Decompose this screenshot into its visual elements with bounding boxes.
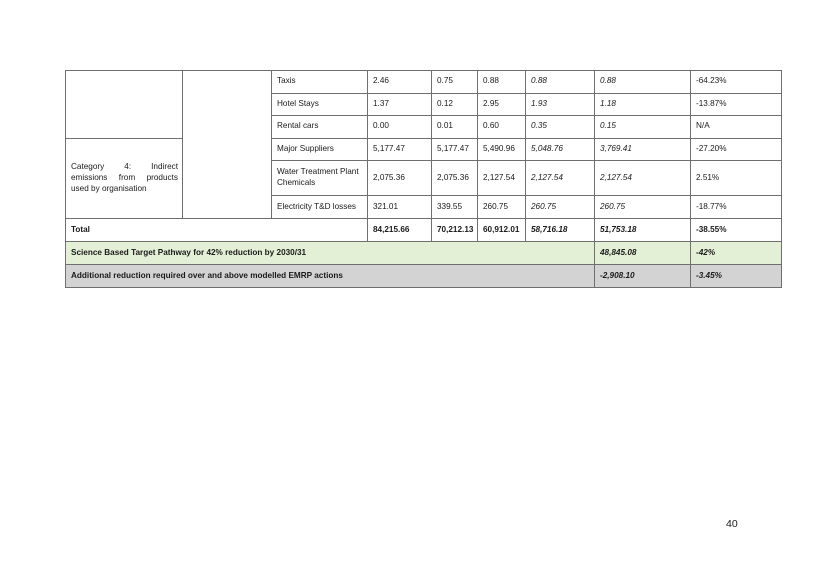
change-cell: -13.87% [691,93,782,116]
additional-label: Additional reduction required over and above modelled EMRP actions [66,265,595,288]
category-label-cell: Category 4: Indirect emissions from products used by organisation [66,138,183,219]
item-cell: Electricity T&D losses [272,196,368,219]
value-cell: 2.46 [368,71,432,94]
total-value: 70,212.13 [432,219,478,242]
total-row [66,219,782,242]
change-cell: -18.77% [691,196,782,219]
total-value: 60,912.01 [478,219,526,242]
table-row [66,71,782,94]
sbt-change: -42% [691,242,782,265]
change-cell: -27.20% [691,138,782,161]
total-value: 58,716.18 [526,219,595,242]
item-cell: Taxis [272,71,368,94]
page-number: 40 [726,518,738,530]
value-cell: 0.60 [478,116,526,139]
total-value: 84,215.66 [368,219,432,242]
value-cell: 5,048.76 [526,138,595,161]
additional-change: -3.45% [691,265,782,288]
total-value: 51,753.18 [595,219,691,242]
value-cell: 5,490.96 [478,138,526,161]
additional-value: -2,908.10 [595,265,691,288]
value-cell: 0.88 [595,71,691,94]
blank-scope-cell [183,71,272,219]
value-cell: 2.95 [478,93,526,116]
additional-reduction-row [66,265,782,288]
value-cell: 1.18 [595,93,691,116]
item-cell: Major Suppliers [272,138,368,161]
value-cell: 0.01 [432,116,478,139]
item-cell: Rental cars [272,116,368,139]
value-cell: 339.55 [432,196,478,219]
blank-category-cell [66,71,183,139]
sbt-label: Science Based Target Pathway for 42% reduction by 2030/31 [66,242,595,265]
value-cell: 2,075.36 [368,161,432,196]
value-cell: 260.75 [478,196,526,219]
value-cell: 0.35 [526,116,595,139]
total-change: -38.55% [691,219,782,242]
value-cell: 321.01 [368,196,432,219]
change-cell: -64.23% [691,71,782,94]
change-cell: 2.51% [691,161,782,196]
change-cell: N/A [691,116,782,139]
sbt-row [66,242,782,265]
value-cell: 0.88 [478,71,526,94]
value-cell: 3,769.41 [595,138,691,161]
value-cell: 2,127.54 [478,161,526,196]
value-cell: 0.12 [432,93,478,116]
value-cell: 260.75 [595,196,691,219]
item-cell: Hotel Stays [272,93,368,116]
value-cell: 2,127.54 [595,161,691,196]
value-cell: 2,075.36 [432,161,478,196]
table-row [66,138,782,161]
value-cell: 0.00 [368,116,432,139]
total-label: Total [66,219,368,242]
value-cell: 0.15 [595,116,691,139]
value-cell: 2,127.54 [526,161,595,196]
value-cell: 260.75 [526,196,595,219]
value-cell: 0.75 [432,71,478,94]
value-cell: 0.88 [526,71,595,94]
value-cell: 1.37 [368,93,432,116]
sbt-value: 48,845.08 [595,242,691,265]
value-cell: 5,177.47 [432,138,478,161]
value-cell: 1.93 [526,93,595,116]
item-cell: Water Treatment Plant Chemicals [272,161,368,196]
value-cell: 5,177.47 [368,138,432,161]
emissions-table [65,70,782,288]
